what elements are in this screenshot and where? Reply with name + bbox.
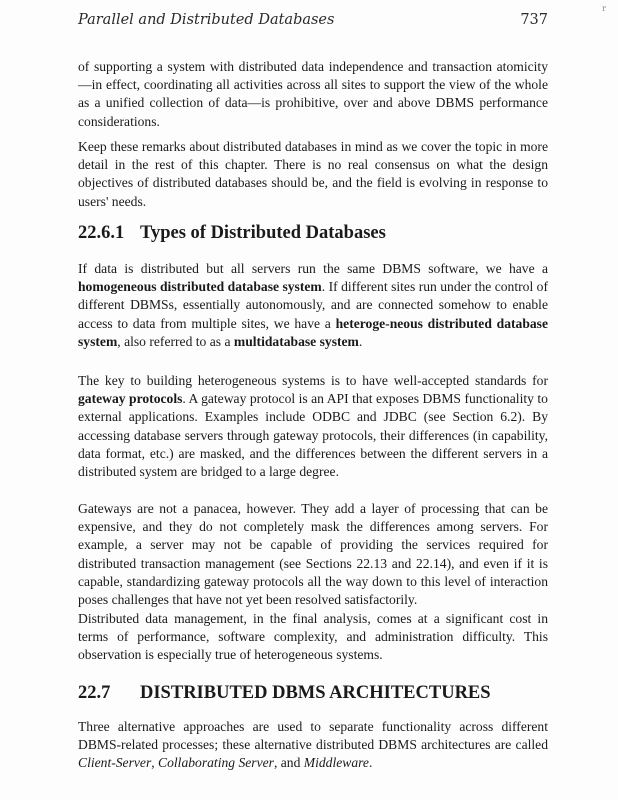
term-homogeneous: homogeneous distributed database system (78, 279, 322, 295)
text-run: . (368, 755, 373, 771)
text-run: Three alternative approaches are used to separate functionality across different DBMS-related processes; these alternative distributed DBMS architectures are called (78, 719, 548, 753)
section-heading-22-6-1 (78, 222, 558, 244)
paragraph-5: Gateways are not a panacea, however. They add a layer of processing that can be expensive, and they do not completely mask the differences among servers. For example, a server may not be capable of providing the services required for distributed transaction management (see Sections 22.13 and 22.14), and even if it is capable, standardizing gateway protocols all the way down to this level of interaction poses challenges that have not yet been resolved satisfactorily. (78, 501, 548, 608)
paragraph-2: Keep these remarks about distributed databases in mind as we cover the topic in more detail in the rest of this chapter. There is no real consensus on what the design objectives of distributed databases should be, and the field is evolving in response to users' needs. (78, 139, 548, 209)
term-multidatabase: multidatabase system (233, 333, 359, 349)
running-title: Parallel and Distributed Databases (78, 12, 335, 28)
section-heading-22-7 (78, 682, 558, 704)
section-number: 22.6.1 (78, 223, 125, 243)
paragraph-1: of supporting a system with distributed data independence and transaction atomicity—in effect, coordinating all activities across all sites to support the view of the whole as a unified collection of data—is prohibitive, over and above DBMS performance considerations. (78, 59, 548, 129)
running-header (78, 12, 548, 32)
section-title: DISTRIBUTED DBMS ARCHITECTURES (140, 683, 491, 703)
corner-mark: r (602, 4, 606, 13)
text-run: . If different sites run under the control of different DBMSs, essentially autonomously, and are connected somehow to enable access to data from multiple sites, we have a (78, 279, 548, 331)
text-run: . (358, 333, 363, 349)
term-client-server: Client-Server (78, 755, 152, 771)
page-number: 737 (520, 12, 548, 28)
term-collaborating-server: Collaborating Server (158, 755, 274, 771)
paragraph-4 (78, 372, 548, 481)
paragraph-3 (78, 260, 548, 351)
text-run: If data is distributed but all servers run the same DBMS software, we have a (78, 261, 548, 276)
term-heterogeneous: heteroge-neous distributed database system (78, 315, 549, 349)
text-run: . A gateway protocol is an API that exposes DBMS functionality to external applications. Examples include ODBC and JDBC (see Section 6.2). By accessing database servers through gateway protocols, their differences (in capability, data format, etc.) are masked, and the differences between the different servers in a distributed system are bridged to a large degree. (78, 391, 548, 480)
text-run: , (151, 755, 159, 771)
term-gateway-protocols: gateway protocols (78, 391, 183, 407)
section-title: Types of Distributed Databases (140, 223, 386, 243)
paragraph-6: Distributed data management, in the final analysis, comes at a significant cost in terms of performance, software complexity, and administration difficulty. This observation is especially true of heterogeneous systems. (78, 611, 548, 663)
paragraph-7 (78, 718, 548, 773)
term-middleware: Middleware (303, 755, 369, 771)
text-run: , and (273, 755, 304, 771)
text-run: , also referred to as a (117, 333, 234, 349)
text-run: The key to building heterogeneous systems is to have well-accepted standards for (78, 373, 548, 388)
section-number: 22.7 (78, 683, 111, 703)
